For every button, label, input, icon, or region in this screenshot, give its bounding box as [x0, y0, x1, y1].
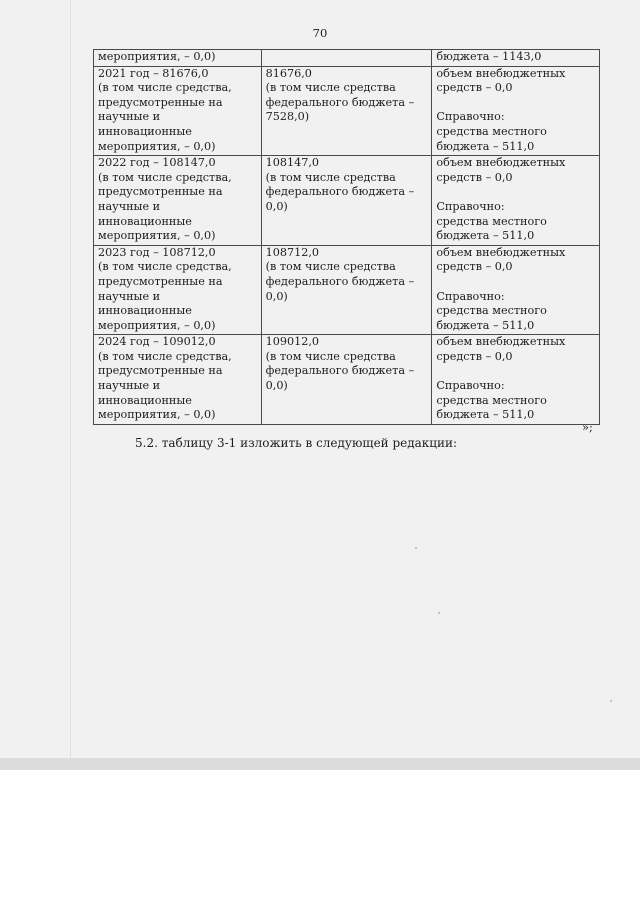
table-cell-period: 2024 год – 109012,0 (в том числе средства, предусмотренные на научные и инновационные мероприятия, – 0,0): [94, 335, 262, 425]
table-cell-other: объем внебюджетных средств – 0,0 Справочно: средства местного бюджета – 511,0: [432, 156, 600, 246]
table-cell-total: 81676,0 (в том числе средства федерального бюджета – 7528,0): [261, 66, 432, 156]
table-cell-total: 109012,0 (в том числе средства федерального бюджета – 0,0): [261, 335, 432, 425]
scan-speck: [438, 612, 440, 614]
budget-table: [93, 49, 600, 425]
table-cell-period: 2021 год – 81676,0 (в том числе средства, предусмотренные на научные и инновационные мероприятия, – 0,0): [94, 66, 262, 156]
table-cell-period: 2022 год – 108147,0 (в том числе средства, предусмотренные на научные и инновационные мероприятия, – 0,0): [94, 156, 262, 246]
table-cell-total: 108147,0 (в том числе средства федерального бюджета – 0,0): [261, 156, 432, 246]
table-cell-other: объем внебюджетных средств – 0,0 Справочно: средства местного бюджета – 511,0: [432, 245, 600, 335]
table-row: [94, 50, 600, 67]
table-cell-other: бюджета – 1143,0: [432, 50, 600, 67]
scan-edge-line: [70, 0, 71, 770]
instruction-paragraph: 5.2. таблицу 3-1 изложить в следующей редакции:: [135, 436, 458, 450]
table-row: [94, 156, 600, 246]
table-cell-total: [261, 50, 432, 67]
table-cell-period: мероприятия, – 0,0): [94, 50, 262, 67]
table-cell-other: объем внебюджетных средств – 0,0 Справочно: средства местного бюджета – 511,0: [432, 335, 600, 425]
table-cell-total: 108712,0 (в том числе средства федерального бюджета – 0,0): [261, 245, 432, 335]
page-number: 70: [312, 26, 328, 40]
table-cell-other: объем внебюджетных средств – 0,0 Справочно: средства местного бюджета – 511,0: [432, 66, 600, 156]
scan-speck: [415, 547, 417, 549]
table-row: [94, 335, 600, 425]
scan-bottom-border: [0, 758, 640, 770]
table-cell-period: 2023 год – 108712,0 (в том числе средства, предусмотренные на научные и инновационные мероприятия, – 0,0): [94, 245, 262, 335]
table-row: [94, 66, 600, 156]
table-row: [94, 245, 600, 335]
scan-speck: [610, 700, 612, 702]
closing-quote-mark: »;: [582, 420, 593, 434]
